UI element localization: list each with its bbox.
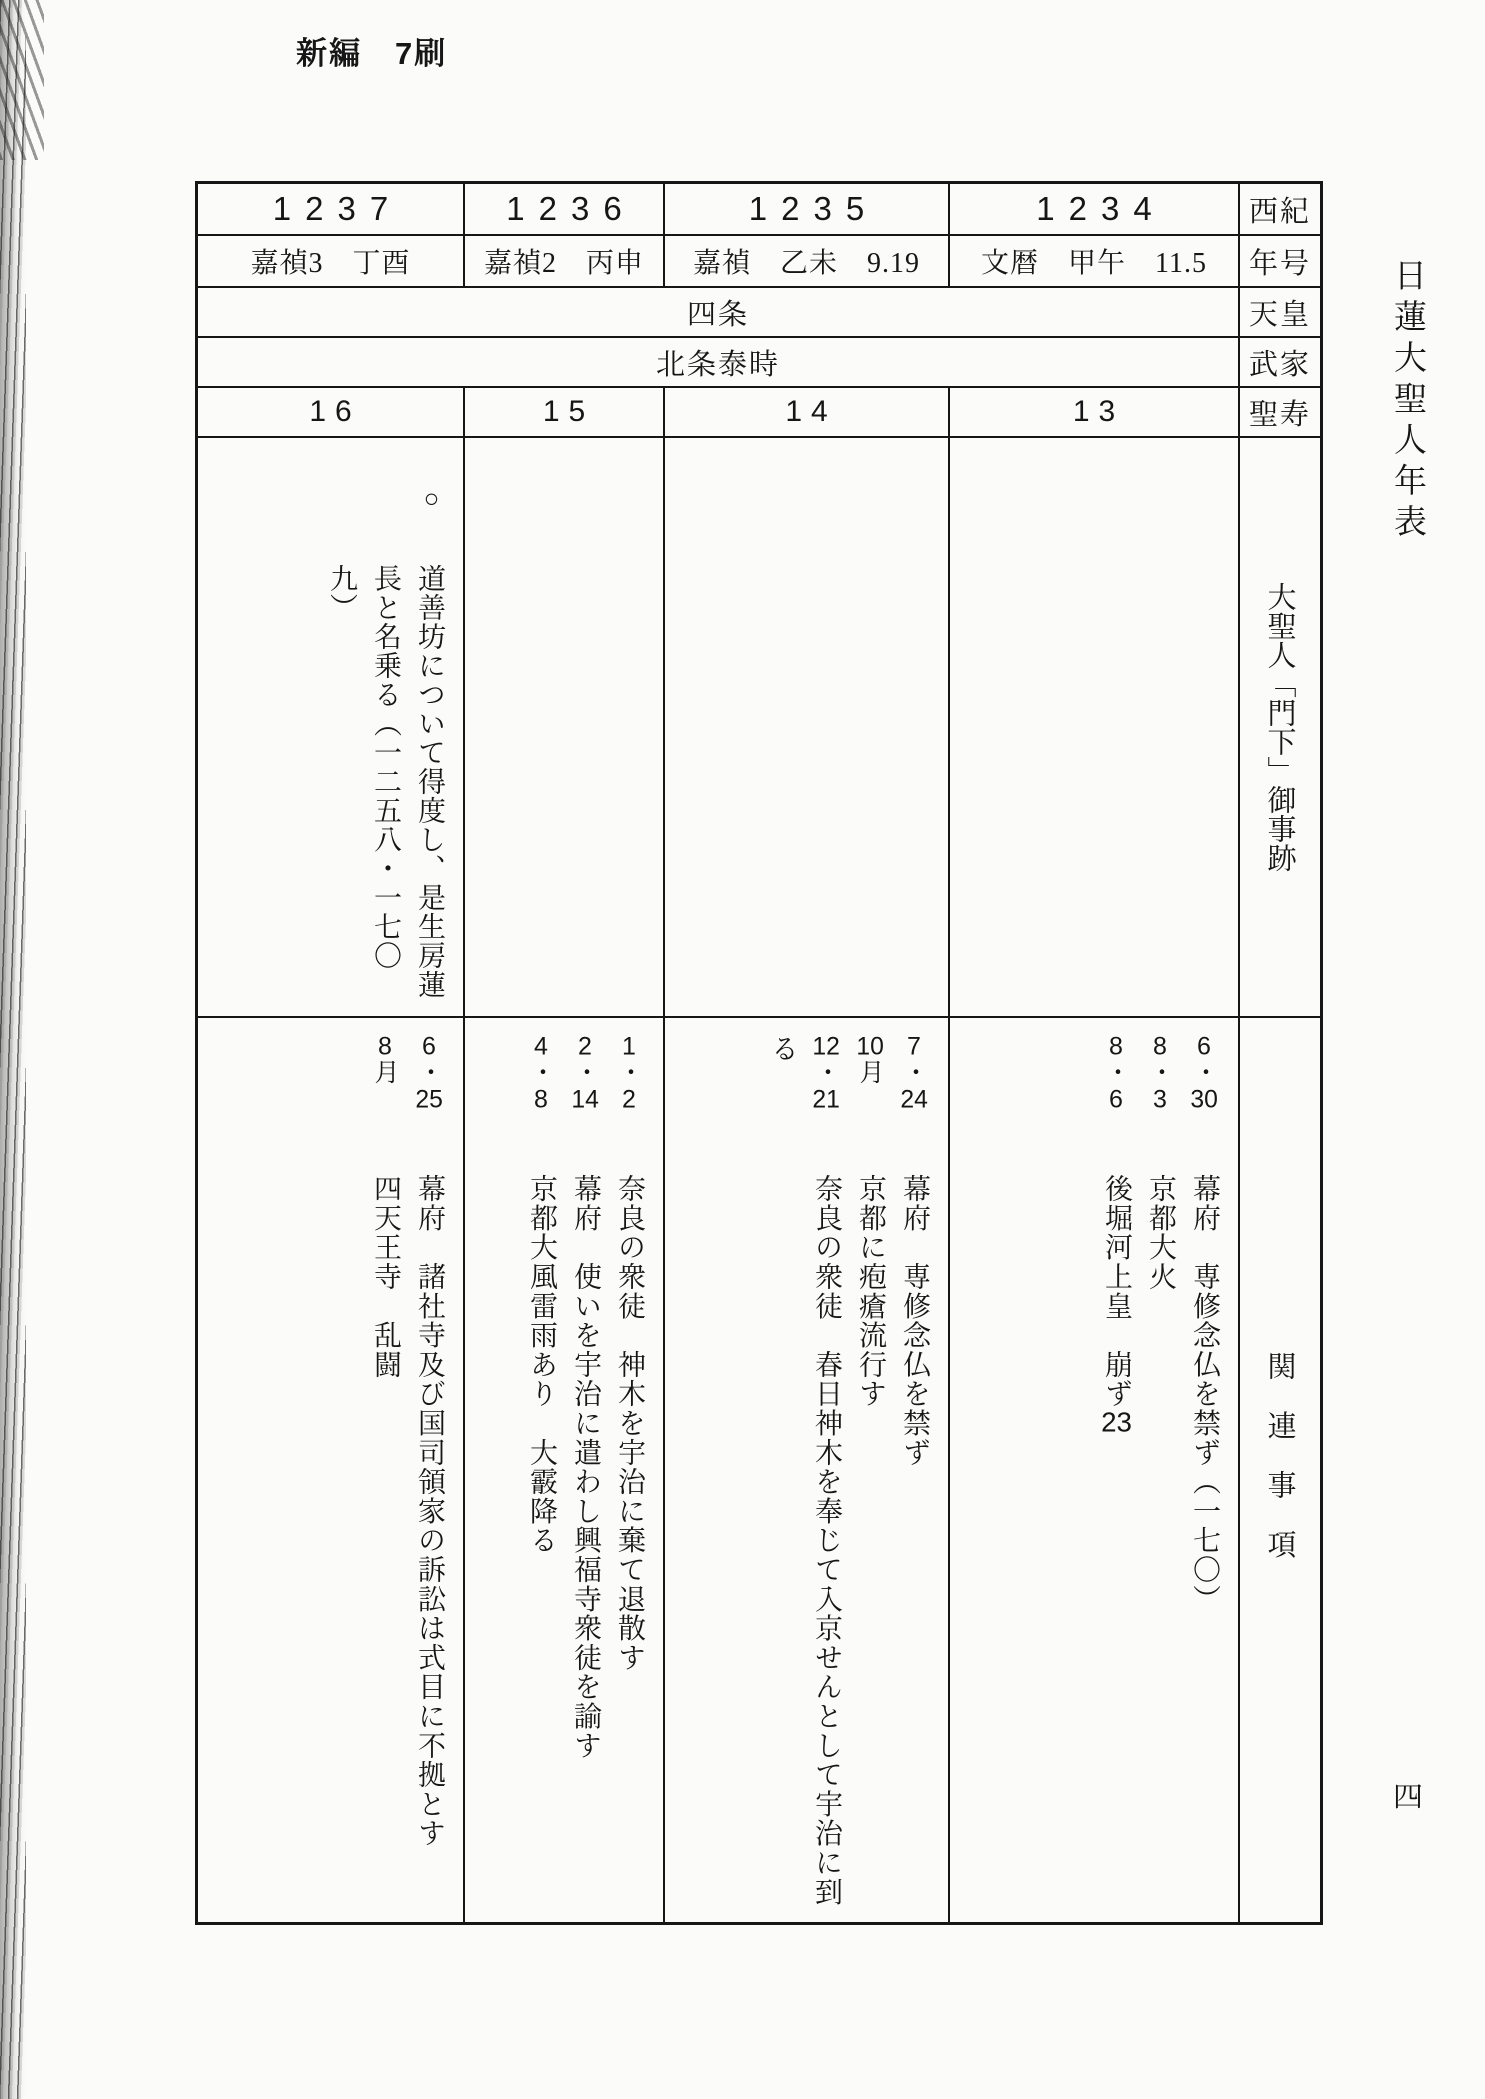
page-number: 四: [1393, 1781, 1423, 1814]
tcy-number: 23: [1101, 1408, 1132, 1437]
deed-text: 道善坊について得度し、是生房蓮長と名乗る（一二五八・一七〇九）: [326, 564, 445, 999]
year-cell-1236: 1236: [463, 184, 663, 234]
event-line: [607, 1034, 651, 1910]
tcy-number: 4: [534, 1034, 548, 1059]
tcy-number: 14: [571, 1087, 599, 1112]
event-text: 四天王寺 乱闘: [370, 1174, 401, 1380]
tcy-number: 25: [415, 1087, 443, 1112]
event-date: 6・30: [1190, 1034, 1218, 1112]
row-label-nengo: 年号: [1238, 234, 1320, 286]
related-cell-1234: [948, 1016, 1238, 1922]
event-text: 幕府 専修念仏を禁ず（一七〇）: [1189, 1174, 1220, 1614]
chronology-table: [195, 181, 1323, 1925]
age-cell-1237: 16: [198, 386, 463, 436]
era-cell-1235: 嘉禎 乙未 9.19: [663, 234, 948, 286]
scan-artifact-top-corner: [0, 0, 44, 160]
event-date: 4・8: [527, 1034, 555, 1112]
event-line: [848, 1034, 892, 1910]
event-date: 8・6: [1102, 1034, 1130, 1112]
tcy-number: 8: [378, 1034, 392, 1059]
tcy-number: 6: [422, 1034, 436, 1059]
event-text: 奈良の衆徒 神木を宇治に棄て退散す: [614, 1174, 645, 1673]
deeds-cell-1237: [198, 436, 463, 1016]
emperor-cell: 四条: [198, 286, 1238, 336]
related-cell-1237: [198, 1016, 463, 1922]
year-cell-1234: 1234: [948, 184, 1238, 234]
edition-note: 新編 7刷: [296, 36, 448, 71]
deed-marker-circle: ○: [417, 484, 446, 515]
age-cell-1235: 14: [663, 386, 948, 436]
section-label-related: 関連事項: [1238, 1016, 1320, 1922]
event-text: 幕府 使いを宇治に遣わし興福寺衆徒を諭す: [570, 1174, 601, 1760]
event-date: 1・2: [615, 1034, 643, 1112]
tcy-number: 6: [1197, 1034, 1211, 1059]
tcy-number: 3: [1153, 1087, 1167, 1112]
tcy-number: 1: [622, 1034, 636, 1059]
event-line: [519, 1034, 563, 1910]
tcy-number: 24: [900, 1087, 928, 1112]
year-cell-1235: 1235: [663, 184, 948, 234]
event-text: 幕府 専修念仏を禁ず: [899, 1174, 930, 1467]
tcy-number: 12: [812, 1034, 840, 1059]
tcy-number: 2: [622, 1087, 636, 1112]
event-text: 幕府 諸社寺及び国司領家の訴訟は式目に不拠とす: [414, 1174, 445, 1848]
age-cell-1234: 13: [948, 386, 1238, 436]
tcy-number: 2: [578, 1034, 592, 1059]
row-label-seiki: 西紀: [1238, 184, 1320, 234]
deeds-cell-1236: [463, 436, 663, 1016]
row-label-buke: 武家: [1238, 336, 1320, 386]
tcy-number: 30: [1190, 1087, 1218, 1112]
era-cell-1236: 嘉禎2 丙申: [463, 234, 663, 286]
event-date: 12・21: [812, 1034, 840, 1112]
book-side-title: 日蓮大聖人年表: [1389, 258, 1425, 545]
event-text: 京都大火: [1145, 1174, 1176, 1292]
event-date: 8・3: [1146, 1034, 1174, 1112]
row-label-seiju: 聖寿: [1238, 386, 1320, 436]
tcy-number: 7: [907, 1034, 921, 1059]
event-line: [363, 1034, 407, 1910]
row-label-tenno: 天皇: [1238, 286, 1320, 336]
era-cell-1234: 文暦 甲午 11.5: [948, 234, 1238, 286]
event-text: 奈良の衆徒 春日神木を奉じて入京せんとして宇治に到る: [767, 1034, 842, 1907]
event-line: [892, 1034, 936, 1910]
related-cell-1235: [663, 1016, 948, 1922]
era-cell-1237: 嘉禎3 丁酉: [198, 234, 463, 286]
event-text: 後堀河上皇 崩ず23: [1101, 1174, 1132, 1437]
tcy-number: 8: [534, 1087, 548, 1112]
event-text: 京都に疱瘡流行す: [855, 1174, 886, 1409]
event-date: 7・24: [900, 1034, 928, 1112]
year-cell-1237: 1237: [272, 190, 403, 227]
section-label-deeds: 大聖人「門下」御事跡: [1238, 436, 1320, 1016]
tcy-number: 8: [1153, 1034, 1167, 1059]
scan-artifact-left-edge: [0, 0, 26, 2099]
event-date: 8月: [371, 1034, 399, 1087]
event-date: 6・25: [415, 1034, 443, 1112]
age-cell-1236: 15: [463, 386, 663, 436]
tcy-number: 8: [1109, 1034, 1123, 1059]
related-cell-1236: [463, 1016, 663, 1922]
tcy-number: 10: [856, 1034, 884, 1059]
event-line: [1094, 1034, 1138, 1910]
deeds-cell-1234: [948, 436, 1238, 1016]
event-line: [407, 1034, 451, 1910]
event-line: [1138, 1034, 1182, 1910]
event-line: [760, 1034, 848, 1910]
shogunate-cell: 北条泰時: [198, 336, 1238, 386]
tcy-number: 21: [812, 1087, 840, 1112]
event-date: 2・14: [571, 1034, 599, 1112]
event-line: [1182, 1034, 1226, 1910]
event-line: [563, 1034, 607, 1910]
event-date: 10月: [856, 1034, 884, 1087]
deeds-cell-1235: [663, 436, 948, 1016]
event-text: 京都大風雷雨あり 大霰降る: [526, 1174, 557, 1555]
tcy-number: 6: [1109, 1087, 1123, 1112]
